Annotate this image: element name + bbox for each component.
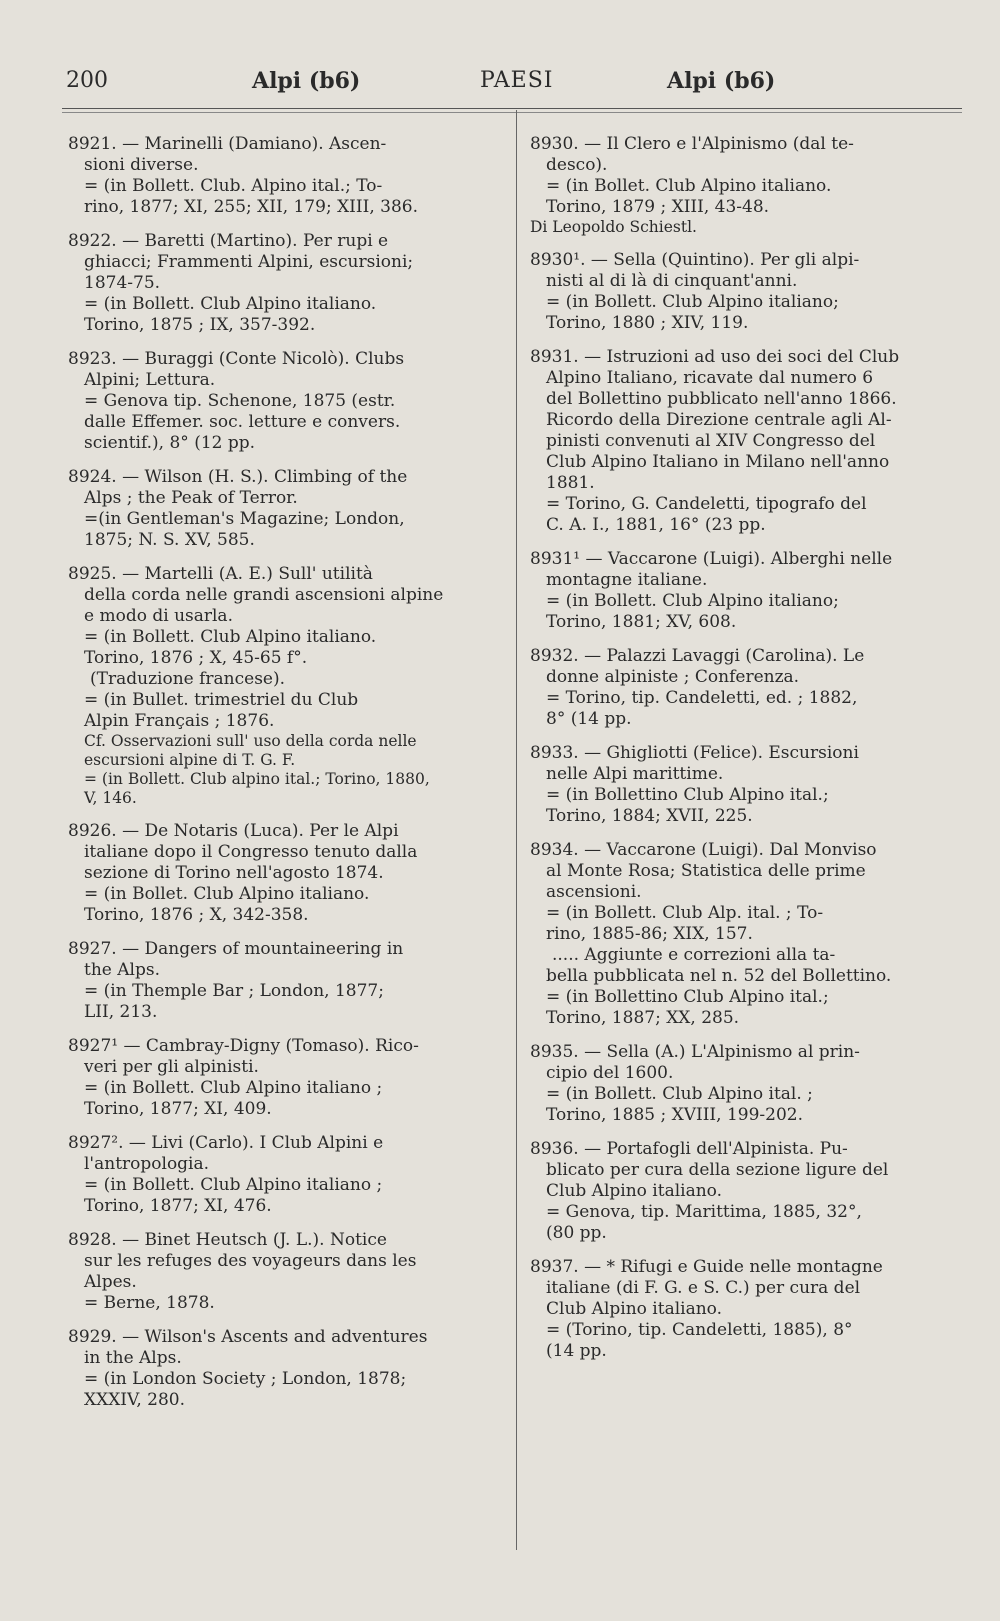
entry-text-line: cipio del 1600. <box>546 1063 674 1083</box>
entry-text-line: = (in London Society ; London, 1878; <box>84 1369 407 1389</box>
entry-text-line: ascensioni. <box>546 882 642 902</box>
bib-entry-8924 <box>68 467 508 551</box>
bib-entry-8927-1 <box>68 1036 508 1120</box>
entry-text-line: LII, 213. <box>84 1002 158 1022</box>
entry-text-line: Club Alpino italiano. <box>546 1299 723 1319</box>
bib-entry-8928 <box>68 1230 508 1314</box>
entry-heading-line: 8927². — Livi (Carlo). I Club Alpini e <box>68 1133 384 1153</box>
entry-text-line: Di Leopoldo Schiestl. <box>530 218 697 236</box>
bib-entry-8930-1 <box>530 250 960 334</box>
entry-text-line: pinisti convenuti al XIV Congresso del <box>546 431 876 451</box>
bib-entry-8927 <box>68 939 508 1023</box>
header-rule <box>62 108 962 109</box>
left-column <box>68 134 508 1424</box>
entry-text-line: Ricordo della Direzione centrale agli Al- <box>546 410 892 430</box>
entry-heading-line: 8934. — Vaccarone (Luigi). Dal Monviso <box>530 840 877 860</box>
entry-text-line: = Genova, tip. Marittima, 1885, 32°, <box>546 1202 862 1222</box>
entry-text-line: sur les refuges des voyageurs dans les <box>84 1251 417 1271</box>
entry-text-line: dalle Effemer. soc. letture e convers. <box>84 412 401 432</box>
entry-text-line: sezione di Torino nell'agosto 1874. <box>84 863 384 883</box>
column-divider <box>516 110 517 1550</box>
entry-text-line: Club Alpino italiano. <box>546 1181 723 1201</box>
entry-text-line: = (in Bollet. Club Alpino italiano. <box>84 884 370 904</box>
bib-entry-8925 <box>68 564 508 808</box>
entry-heading-line: 8926. — De Notaris (Luca). Per le Alpi <box>68 821 399 841</box>
entry-text-line: = Torino, tip. Candeletti, ed. ; 1882, <box>546 688 858 708</box>
header-center-title: PAESI <box>480 68 554 93</box>
entry-text-line: Torino, 1885 ; XVIII, 199-202. <box>546 1105 803 1125</box>
entry-text-line: = (in Bollett. Club Alpino italiano. <box>84 294 377 314</box>
bib-entry-8923 <box>68 349 508 454</box>
entry-text-line: 1874-75. <box>84 273 161 293</box>
entry-text-line: = (in Bollett. Club. Alpino ital.; To- <box>84 176 383 196</box>
entry-heading-line: 8931. — Istruzioni ad uso dei soci del Club <box>530 347 900 367</box>
entry-text-line: Alpini; Lettura. <box>84 370 216 390</box>
entry-text-line: nisti al di là di cinquant'anni. <box>546 271 798 291</box>
entry-text-line: Club Alpino Italiano in Milano nell'anno <box>546 452 890 472</box>
entry-text-line: rino, 1877; XI, 255; XII, 179; XIII, 386. <box>84 197 418 217</box>
entry-text-line: rino, 1885-86; XIX, 157. <box>546 924 753 944</box>
entry-text-line: XXXIV, 280. <box>84 1390 185 1410</box>
entry-text-line: Torino, 1881; XV, 608. <box>546 612 737 632</box>
entry-text-line: ghiacci; Frammenti Alpini, escursioni; <box>84 252 414 272</box>
bib-entry-8933 <box>530 743 960 827</box>
entry-text-line: montagne italiane. <box>546 570 708 590</box>
bib-entry-8922 <box>68 231 508 336</box>
bib-entry-8936 <box>530 1139 960 1244</box>
bib-entry-8930 <box>530 134 960 237</box>
entry-text-line: Torino, 1877; XI, 409. <box>84 1099 272 1119</box>
entry-text-line: C. A. I., 1881, 16° (23 pp. <box>546 515 766 535</box>
entry-text-line: Torino, 1875 ; IX, 357-392. <box>84 315 316 335</box>
entry-text-line: e modo di usarla. <box>84 606 233 626</box>
entry-heading-line: 8922. — Baretti (Martino). Per rupi e <box>68 231 389 251</box>
bib-entry-8929 <box>68 1327 508 1411</box>
entry-heading-line: 8936. — Portafogli dell'Alpinista. Pu- <box>530 1139 848 1159</box>
entry-text-line: = (in Bollettino Club Alpino ital.; <box>546 987 829 1007</box>
entry-text-line: italiane (di F. G. e S. C.) per cura del <box>546 1278 861 1298</box>
entry-text-line: =(in Gentleman's Magazine; London, <box>84 509 405 529</box>
entry-text-line: della corda nelle grandi ascensioni alpine <box>84 585 444 605</box>
entry-text-line: desco). <box>546 155 608 175</box>
entry-text-line: sioni diverse. <box>84 155 199 175</box>
entry-text-line: Alps ; the Peak of Terror. <box>84 488 298 508</box>
entry-text-line: = (in Bollett. Club Alpino italiano ; <box>84 1175 383 1195</box>
entry-heading-line: 8931¹ — Vaccarone (Luigi). Alberghi nelle <box>530 549 893 569</box>
entry-text-line: Torino, 1876 ; X, 45-65 f°. <box>84 648 308 668</box>
entry-text-line: Torino, 1879 ; XIII, 43-48. <box>546 197 770 217</box>
entry-text-line: = (in Bollettino Club Alpino ital.; <box>546 785 829 805</box>
entry-text-line: = (in Bollett. Club Alpino italiano; <box>546 292 839 312</box>
entry-text-line: italiane dopo il Congresso tenuto dalla <box>84 842 418 862</box>
entry-text-line: (14 pp. <box>546 1341 607 1361</box>
entry-text-line: donne alpiniste ; Conferenza. <box>546 667 800 687</box>
entry-text-line: l'antropologia. <box>84 1154 210 1174</box>
entry-text-line: Torino, 1880 ; XIV, 119. <box>546 313 749 333</box>
entry-text-line: Alpin Français ; 1876. <box>84 711 275 731</box>
entry-text-line: 1875; N. S. XV, 585. <box>84 530 255 550</box>
page-number: 200 <box>66 68 108 93</box>
entry-text-line: Torino, 1887; XX, 285. <box>546 1008 740 1028</box>
bib-entry-8927-2 <box>68 1133 508 1217</box>
entry-text-line: blicato per cura della sezione ligure del <box>546 1160 889 1180</box>
entry-text-line: the Alps. <box>84 960 160 980</box>
entry-heading-line: 8929. — Wilson's Ascents and adventures <box>68 1327 428 1347</box>
entry-text-line: ..... Aggiunte e correzioni alla ta- <box>552 945 836 965</box>
entry-text-line: Torino, 1876 ; X, 342-358. <box>84 905 309 925</box>
entry-text-line: V, 146. <box>84 789 137 807</box>
bib-entry-8926 <box>68 821 508 926</box>
entry-text-line: = (in Themple Bar ; London, 1877; <box>84 981 384 1001</box>
bib-entry-8932 <box>530 646 960 730</box>
entry-text-line: bella pubblicata nel n. 52 del Bollettino. <box>546 966 892 986</box>
entry-text-line: al Monte Rosa; Statistica delle prime <box>546 861 866 881</box>
entry-text-line: = (in Bollet. Club Alpino italiano. <box>546 176 832 196</box>
entry-text-line: = (in Bollett. Club Alp. ital. ; To- <box>546 903 824 923</box>
entry-text-line: (80 pp. <box>546 1223 607 1243</box>
bib-entry-8931 <box>530 347 960 536</box>
entry-text-line: escursioni alpine di T. G. F. <box>84 751 296 769</box>
entry-text-line: = (in Bollett. Club Alpino italiano ; <box>84 1078 383 1098</box>
entry-heading-line: 8930. — Il Clero e l'Alpinismo (dal te- <box>530 134 854 154</box>
bib-entry-8934 <box>530 840 960 1029</box>
entry-text-line: = Berne, 1878. <box>84 1293 215 1313</box>
right-column <box>530 134 960 1375</box>
entry-text-line: (Traduzione francese). <box>90 669 286 689</box>
bib-entry-8931-1 <box>530 549 960 633</box>
entry-heading-line: 8923. — Buraggi (Conte Nicolò). Clubs <box>68 349 405 369</box>
entry-heading-line: 8927. — Dangers of mountaineering in <box>68 939 404 959</box>
entry-text-line: scientif.), 8° (12 pp. <box>84 433 256 453</box>
entry-text-line: Torino, 1877; XI, 476. <box>84 1196 272 1216</box>
entry-text-line: 8° (14 pp. <box>546 709 632 729</box>
entry-text-line: = (Torino, tip. Candeletti, 1885), 8° <box>546 1320 853 1340</box>
entry-heading-line: 8928. — Binet Heutsch (J. L.). Notice <box>68 1230 387 1250</box>
entry-heading-line: 8924. — Wilson (H. S.). Climbing of the <box>68 467 408 487</box>
entry-text-line: = (in Bollett. Club Alpino italiano; <box>546 591 839 611</box>
entry-text-line: Torino, 1884; XVII, 225. <box>546 806 753 826</box>
entry-heading-line: 8937. — * Rifugi e Guide nelle montagne <box>530 1257 883 1277</box>
header-left-title: Alpi (b6) <box>252 68 361 94</box>
entry-text-line: Alpino Italiano, ricavate dal numero 6 <box>546 368 874 388</box>
page-header <box>62 68 960 108</box>
entry-text-line: veri per gli alpinisti. <box>84 1057 259 1077</box>
entry-heading-line: 8921. — Marinelli (Damiano). Ascen- <box>68 134 387 154</box>
entry-heading-line: 8927¹ — Cambray-Digny (Tomaso). Rico- <box>68 1036 419 1056</box>
entry-text-line: Cf. Osservazioni sull' uso della corda nelle <box>84 732 417 750</box>
header-right-title: Alpi (b6) <box>667 68 776 94</box>
entry-text-line: = Torino, G. Candeletti, tipografo del <box>546 494 867 514</box>
entry-text-line: nelle Alpi marittime. <box>546 764 724 784</box>
entry-text-line: 1881. <box>546 473 595 493</box>
header-rule-secondary <box>62 112 962 113</box>
entry-text-line: = (in Bollett. Club Alpino ital. ; <box>546 1084 813 1104</box>
entry-text-line: = Genova tip. Schenone, 1875 (estr. <box>84 391 396 411</box>
entry-heading-line: 8930¹. — Sella (Quintino). Per gli alpi- <box>530 250 860 270</box>
entry-heading-line: 8933. — Ghigliotti (Felice). Escursioni <box>530 743 859 763</box>
entry-text-line: = (in Bullet. trimestriel du Club <box>84 690 359 710</box>
entry-text-line: Alpes. <box>84 1272 137 1292</box>
entry-text-line: = (in Bollett. Club alpino ital.; Torino, 1880, <box>84 770 430 788</box>
entry-heading-line: 8935. — Sella (A.) L'Alpinismo al prin- <box>530 1042 860 1062</box>
entry-heading-line: 8932. — Palazzi Lavaggi (Carolina). Le <box>530 646 865 666</box>
entry-text-line: del Bollettino pubblicato nell'anno 1866. <box>546 389 897 409</box>
bib-entry-8921 <box>68 134 508 218</box>
bib-entry-8937 <box>530 1257 960 1362</box>
entry-text-line: = (in Bollett. Club Alpino italiano. <box>84 627 377 647</box>
bib-entry-8935 <box>530 1042 960 1126</box>
entry-heading-line: 8925. — Martelli (A. E.) Sull' utilità <box>68 564 373 584</box>
entry-text-line: in the Alps. <box>84 1348 182 1368</box>
